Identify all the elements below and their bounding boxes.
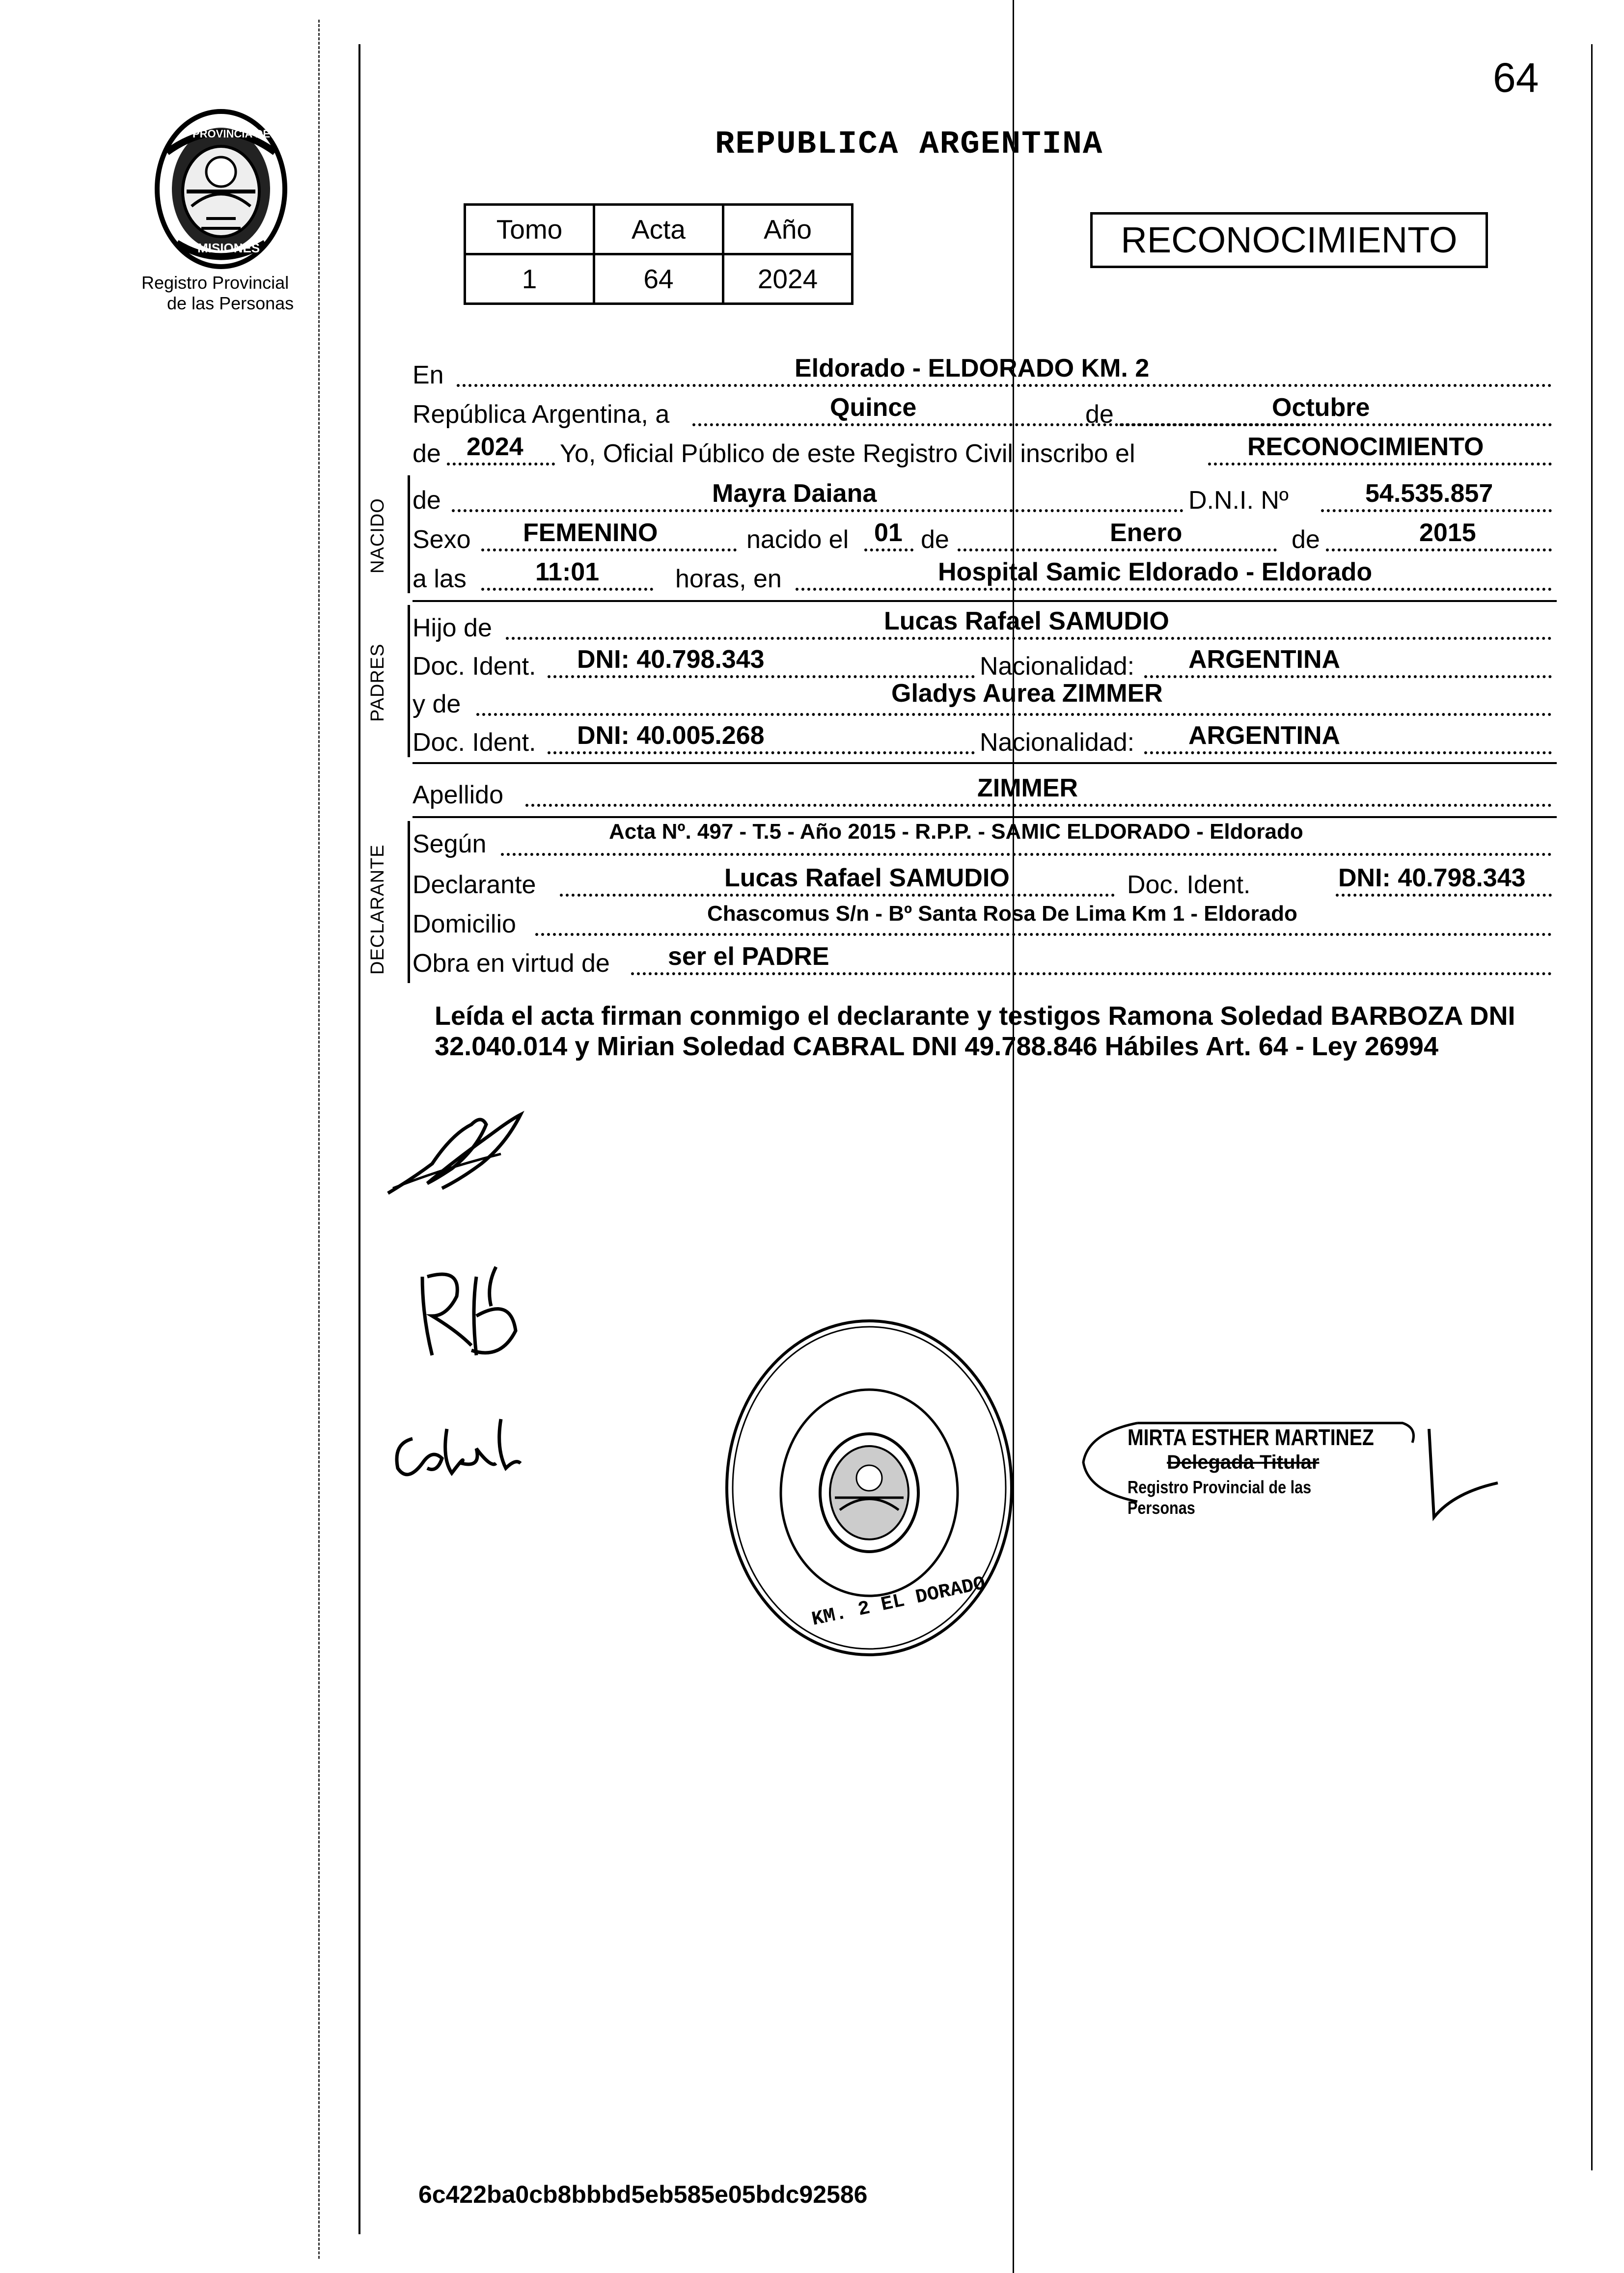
apellido-label: Apellido <box>413 781 504 809</box>
nac-mes-value: Enero <box>1110 519 1183 547</box>
dotted-line <box>796 588 1552 591</box>
separator <box>413 762 1557 764</box>
anio-prefix: de <box>413 439 441 468</box>
dotted-line <box>1144 751 1552 754</box>
obra-label: Obra en virtud de <box>413 949 610 978</box>
nac-anio-value: 2015 <box>1419 519 1476 547</box>
segun-label: Según <box>413 830 487 858</box>
declarante-value: Lucas Rafael SAMUDIO <box>724 864 1010 892</box>
dotted-line <box>1208 463 1552 466</box>
nac1-label: Nacionalidad: <box>980 652 1135 681</box>
right-margin-line <box>1591 44 1593 2170</box>
dotted-line <box>452 509 1184 512</box>
dotted-line <box>457 384 1552 387</box>
doc3-label: Doc. Ident. <box>1127 871 1251 899</box>
logo-caption-2: de las Personas <box>167 293 294 313</box>
official-name: MIRTA ESTHER MARTINEZ <box>1128 1424 1374 1450</box>
seal-text-bottom: MISIONES <box>197 241 260 255</box>
padre-value: Lucas Rafael SAMUDIO <box>884 607 1169 635</box>
alas-label: a las <box>413 565 467 593</box>
header-tomo: Tomo <box>465 205 594 254</box>
nombre-label: de <box>413 486 441 515</box>
dia-value: Quince <box>830 393 917 422</box>
obra-value: ser el PADRE <box>668 942 829 971</box>
row-nombre <box>413 479 1557 517</box>
de-label: de <box>1085 400 1114 429</box>
dotted-line <box>1120 423 1552 426</box>
signature-1 <box>383 1105 530 1203</box>
nac2-label: Nacionalidad: <box>980 728 1135 757</box>
left-margin-line <box>358 44 360 2234</box>
value-anio: 2024 <box>723 254 853 304</box>
dni-label: D.N.I. Nº <box>1188 486 1289 515</box>
section-padres: PADRES <box>367 643 388 722</box>
page-number: 64 <box>1493 55 1539 101</box>
nombre-value: Mayra Daiana <box>712 479 877 508</box>
nacido-label: nacido el <box>746 525 849 554</box>
en-value: Eldorado - ELDORADO KM. 2 <box>795 354 1150 383</box>
domicilio-label: Domicilio <box>413 910 516 938</box>
dotted-line <box>447 463 555 466</box>
row-sexo <box>413 518 1557 556</box>
yde-label: y de <box>413 690 461 718</box>
row-fecha <box>413 393 1557 431</box>
horas-label: horas, en <box>675 565 782 593</box>
seal-text-top: PROVINCIA DE <box>193 128 271 140</box>
dotted-line <box>501 853 1552 856</box>
dotted-line <box>525 804 1552 807</box>
anio-value: 2024 <box>467 433 523 461</box>
logo-caption-1: Registro Provincial <box>141 273 289 293</box>
row-segun <box>413 822 1557 861</box>
round-stamp <box>722 1316 1017 1660</box>
dotted-line <box>958 548 1277 551</box>
separator <box>413 600 1557 602</box>
row-anio <box>413 432 1557 470</box>
dotted-line <box>548 675 975 678</box>
center-fold-line <box>1013 0 1014 2273</box>
dotted-line <box>1144 675 1552 678</box>
doc1-value: DNI: 40.798.343 <box>577 645 765 674</box>
document-type: RECONOCIMIENTO <box>1090 212 1488 268</box>
hijo-label: Hijo de <box>413 614 492 642</box>
nac-de-label: de <box>921 525 949 554</box>
dotted-line <box>864 548 913 551</box>
hora-value: 11:01 <box>535 558 600 586</box>
nac2-value: ARGENTINA <box>1188 721 1341 750</box>
republica-label: República Argentina, a <box>413 400 670 429</box>
header-anio: Año <box>723 205 853 254</box>
doc1-label: Doc. Ident. <box>413 652 536 681</box>
section-nacido: NACIDO <box>367 498 388 574</box>
acto-value: RECONOCIMIENTO <box>1247 433 1484 461</box>
province-logo <box>147 108 295 270</box>
signature-2 <box>403 1257 530 1375</box>
value-acta: 64 <box>594 254 723 304</box>
sexo-label: Sexo <box>413 525 471 554</box>
domicilio-value: Chascomus S/n - Bº Santa Rosa De Lima Km 1 - Eldorado <box>707 902 1297 926</box>
official-role: Delegada Titular <box>1167 1451 1320 1473</box>
dotted-line <box>1326 548 1552 551</box>
dni-value: 54.535.857 <box>1365 479 1493 508</box>
row-apellido <box>413 773 1557 812</box>
dotted-line <box>1336 894 1552 897</box>
row-hora <box>413 557 1557 596</box>
official-org: Registro Provincial de las Personas <box>1128 1477 1312 1518</box>
round-stamp-bottom: KM. 2 EL DORADO <box>810 1573 988 1631</box>
oficial-text: Yo, Oficial Público de este Registro Civil inscribo el <box>560 439 1135 468</box>
section-declarante: DECLARANTE <box>367 844 388 975</box>
nac1-value: ARGENTINA <box>1188 645 1341 674</box>
doc2-label: Doc. Ident. <box>413 728 536 757</box>
dotted-line <box>506 637 1552 640</box>
doc3-value: DNI: 40.798.343 <box>1338 864 1526 892</box>
closing-text: Leída el acta firman conmigo el declarante y testigos Ramona Soledad BARBOZA DNI 32.040.014 y Mirian Soledad CABRAL DNI 49.788.846 Hábiles Art. 64 - Ley 26994 <box>435 1001 1515 1061</box>
declarante-label: Declarante <box>413 871 536 899</box>
padres-bracket <box>408 605 410 757</box>
row-hijo <box>413 606 1557 645</box>
official-stamp <box>1078 1413 1422 1518</box>
dotted-line <box>535 933 1552 936</box>
row-en <box>413 354 1557 392</box>
row-obra <box>413 942 1557 980</box>
row-doc1 <box>413 645 1557 683</box>
madre-value: Gladys Aurea ZIMMER <box>891 679 1163 708</box>
row-madre <box>413 679 1557 721</box>
header-acta: Acta <box>594 205 723 254</box>
doc2-value: DNI: 40.005.268 <box>577 721 765 750</box>
reference-table <box>464 203 853 305</box>
nacido-bracket <box>408 475 410 593</box>
dotted-line <box>631 972 1552 975</box>
document-hash: 6c422ba0cb8bbbd5eb585e05bdc92586 <box>418 2181 868 2208</box>
declarante-bracket <box>408 821 410 983</box>
left-cut-line <box>318 20 321 2259</box>
row-declarante <box>413 863 1557 902</box>
dotted-line <box>560 894 1115 897</box>
signature-3 <box>383 1409 530 1498</box>
dotted-line <box>548 751 975 754</box>
nac-de2-label: de <box>1292 525 1320 554</box>
lugar-value: Hospital Samic Eldorado - Eldorado <box>938 558 1373 586</box>
en-label: En <box>413 361 444 389</box>
dotted-line <box>481 588 653 591</box>
nac-dia-value: 01 <box>874 519 903 547</box>
official-signature <box>1424 1424 1503 1522</box>
sexo-value: FEMENINO <box>523 519 658 547</box>
dotted-line <box>476 713 1552 716</box>
segun-value: Acta Nº. 497 - T.5 - Año 2015 - R.P.P. - SAMIC ELDORADO - Eldorado <box>609 820 1303 844</box>
row-domicilio <box>413 903 1557 941</box>
value-tomo: 1 <box>465 254 594 304</box>
dotted-line <box>1321 509 1552 512</box>
apellido-value: ZIMMER <box>977 774 1078 802</box>
dotted-line <box>481 548 737 551</box>
row-doc2 <box>413 721 1557 759</box>
document-title: REPUBLICA ARGENTINA <box>715 126 1103 163</box>
separator <box>413 816 1557 818</box>
mes-value: Octubre <box>1272 393 1370 422</box>
